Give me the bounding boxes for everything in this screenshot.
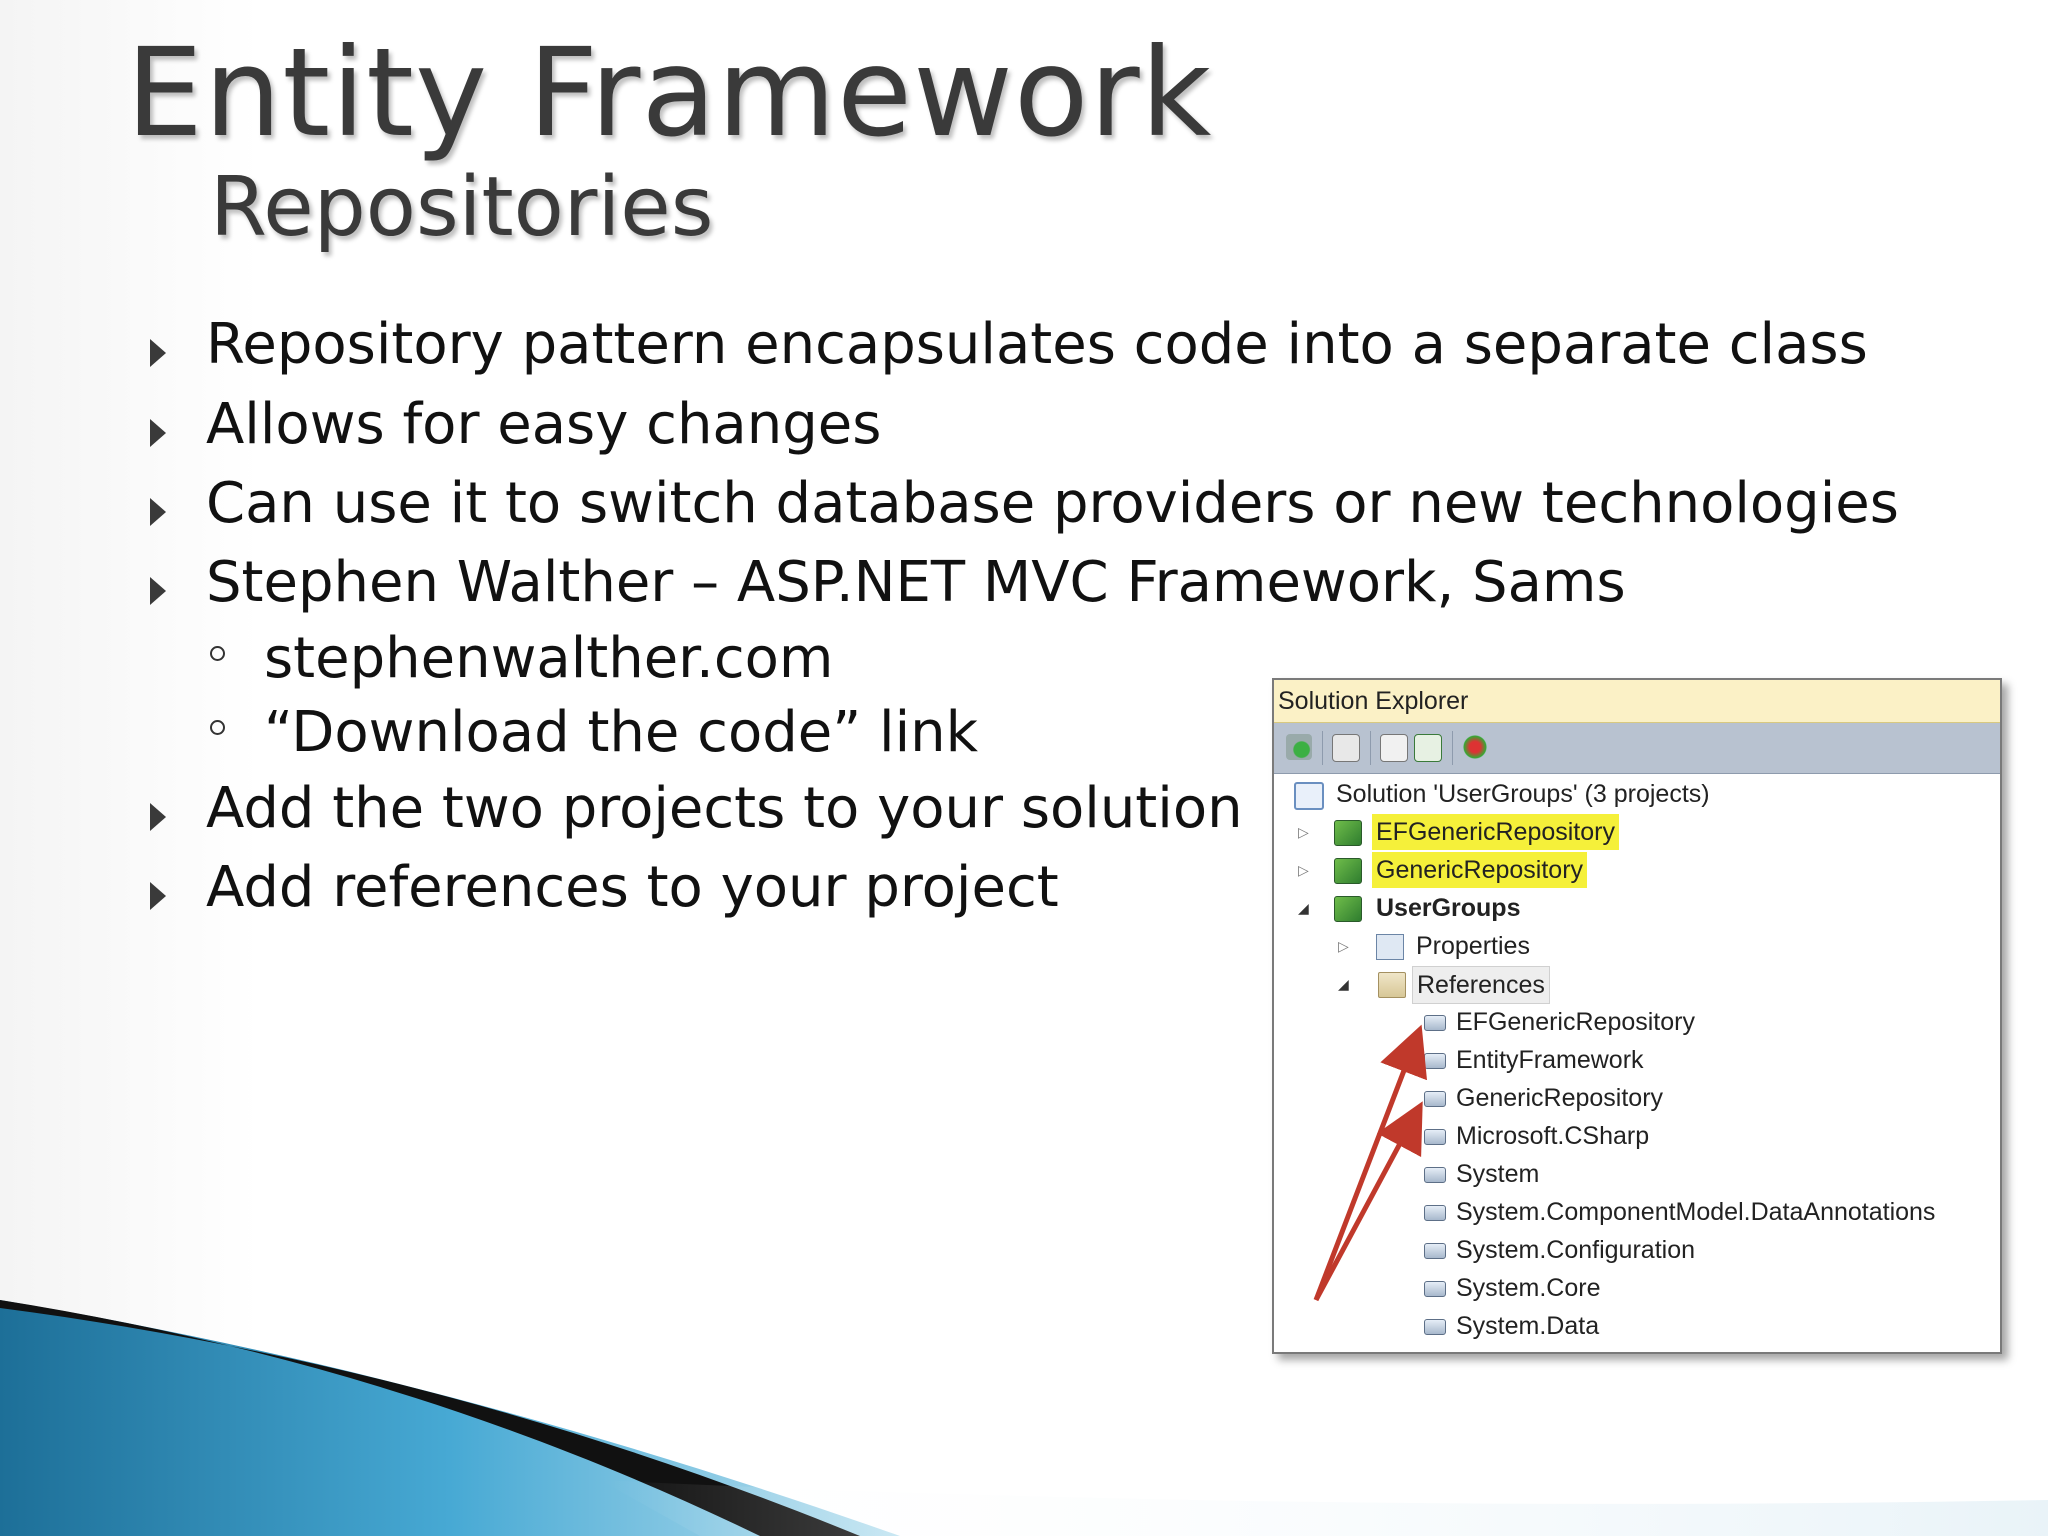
bullet-text: Allows for easy changes	[206, 392, 882, 457]
bullet-text: Add the two projects to your solution	[206, 776, 1243, 841]
toolbar-separator	[1452, 731, 1453, 765]
collapse-arrow-icon[interactable]: ◢	[1338, 976, 1349, 992]
properties-icon[interactable]	[1286, 734, 1312, 760]
solution-explorer-title: Solution Explorer	[1274, 680, 2000, 723]
csharp-project-icon	[1334, 858, 1362, 884]
bullet-text: Add references to your project	[206, 855, 1059, 920]
bullet-arrow-icon	[150, 882, 166, 910]
copy-icon[interactable]	[1380, 734, 1408, 762]
bullet-arrow-icon	[150, 577, 166, 605]
bullet-arrow-icon	[150, 803, 166, 831]
web-project-icon	[1334, 896, 1362, 922]
reference-icon	[1424, 1243, 1446, 1259]
sub-bullet-text: stephenwalther.com	[264, 626, 834, 691]
bullet-text: Stephen Walther – ASP.NET MVC Framework, Sams	[206, 550, 1626, 615]
bullet-arrow-icon	[150, 339, 166, 367]
reference-icon	[1424, 1091, 1446, 1107]
solution-icon	[1294, 782, 1324, 810]
class-diagram-icon[interactable]	[1462, 734, 1488, 760]
solution-explorer-toolbar	[1274, 723, 2000, 774]
reference-icon	[1424, 1281, 1446, 1297]
toolbar-separator	[1322, 731, 1323, 765]
expand-arrow-icon[interactable]: ▷	[1298, 824, 1309, 840]
circle-bullet-icon	[210, 646, 225, 661]
expand-arrow-icon[interactable]: ▷	[1338, 938, 1349, 954]
arrow-to-efgenericrepository-icon	[1316, 1034, 1418, 1300]
refresh-icon[interactable]	[1414, 734, 1442, 762]
csharp-project-icon	[1334, 820, 1362, 846]
expand-arrow-icon[interactable]: ▷	[1298, 862, 1309, 878]
reference-icon	[1424, 1053, 1446, 1069]
arrow-to-genericrepository-icon	[1316, 1110, 1418, 1300]
bullet-arrow-icon	[150, 419, 166, 447]
reference-icon	[1424, 1319, 1446, 1335]
slide-title: Entity Framework	[126, 22, 1213, 164]
reference-icon	[1424, 1205, 1446, 1221]
slide-subtitle: Repositories	[210, 160, 714, 255]
solution-explorer-panel: Solution Explorer Solution 'UserGroups' (3 projects) ▷ EFGenericRepository ▷ GenericRepository ◢ UserGroups ▷ Properties ◢ References EFGenericRepository EntityFramework GenericRepository Microsoft.CSharp System System.ComponentModel.DataAnnotations System.Configuration System.Core System.Data	[1272, 678, 2002, 1354]
reference-icon	[1424, 1167, 1446, 1183]
properties-folder-icon	[1376, 934, 1404, 960]
bullet-text: Repository pattern encapsulates code into a separate class	[206, 312, 1868, 377]
show-all-files-icon[interactable]	[1332, 734, 1360, 762]
collapse-arrow-icon[interactable]: ◢	[1298, 900, 1309, 916]
sub-bullet-text: “Download the code” link	[264, 700, 979, 765]
folder-icon	[1378, 972, 1406, 998]
bullet-arrow-icon	[150, 498, 166, 526]
bullet-text: Can use it to switch database providers or new technologies	[206, 471, 1899, 536]
reference-icon	[1424, 1129, 1446, 1145]
reference-icon	[1424, 1015, 1446, 1031]
circle-bullet-icon	[210, 720, 225, 735]
toolbar-separator	[1370, 731, 1371, 765]
